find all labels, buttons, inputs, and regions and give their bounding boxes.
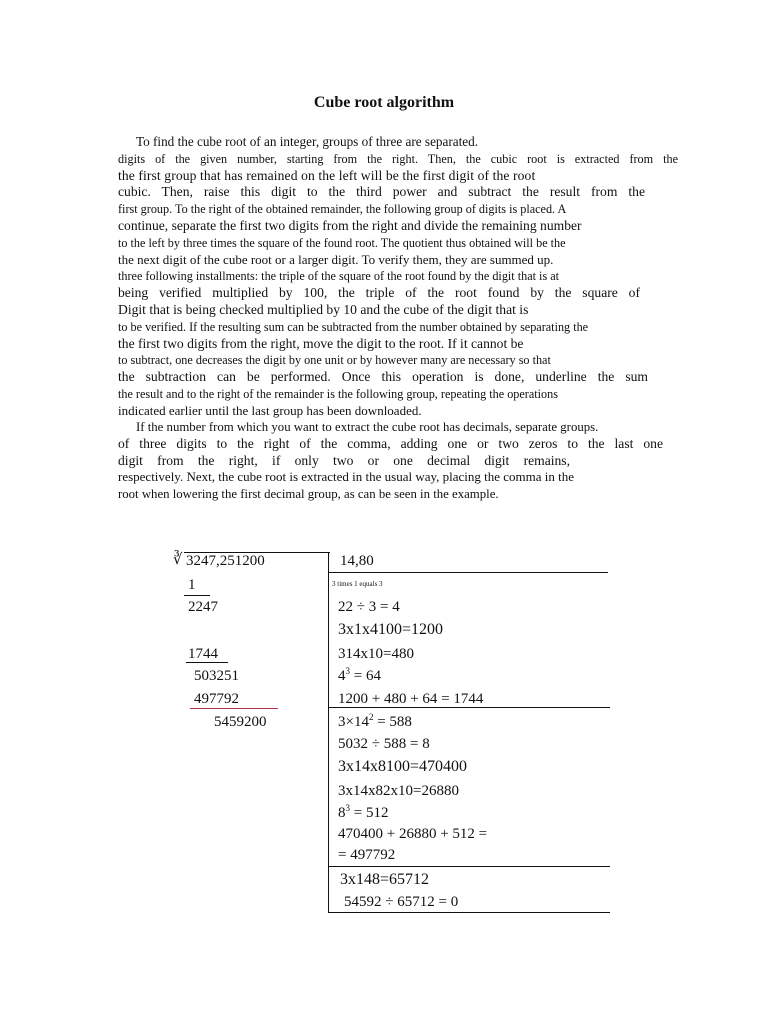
right-step: 314x10=480: [338, 646, 414, 662]
text-line: the result and to the right of the remainder is the following group, repeating the operations: [118, 386, 558, 401]
block-divider: [328, 707, 610, 708]
text-line: cubic. Then, raise this digit to the third power and subtract the result from the: [118, 184, 645, 200]
text-line: to the left by three times the square of the found root. The quotient thus obtained will be the: [118, 235, 566, 250]
text-line: to be verified. If the resulting sum can be subtracted from the number obtained by separating the: [118, 319, 589, 334]
root-result: 14,80: [340, 553, 374, 569]
left-step: 503251: [194, 668, 239, 684]
radicand: 3247,251200: [186, 553, 265, 569]
right-step: $8^3 = 512$: [338, 803, 389, 821]
text-line: indicated earlier until the last group has been downloaded.: [118, 402, 422, 418]
left-step: 5459200: [214, 714, 267, 730]
right-step: 3x148=65712: [340, 871, 430, 888]
text-line: digit from the right, if only two or one decimal digit remains,: [118, 452, 570, 468]
cube-root-symbol: ∛: [173, 552, 183, 568]
text-line: being verified multiplied by 100, the triple of the root found by the square of: [118, 285, 640, 301]
text-line: of three digits to the right of the comma, adding one or two zeros to the last one: [118, 435, 663, 451]
subtraction-line: [186, 662, 228, 663]
right-step: 3x1x4100=1200: [338, 621, 444, 638]
right-step: = 497792: [338, 847, 396, 863]
text-line: the first two digits from the right, move the digit to the root. If it cannot be: [118, 335, 524, 351]
text-line: respectively. Next, the cube root is extracted in the usual way, placing the comma in the: [118, 469, 575, 485]
text-line: three following installments: the triple of the square of the root found by the digit that is at: [118, 269, 560, 284]
text-line: digits of the given number, starting from the right. Then, the cubic root is extracted from the: [118, 151, 678, 166]
subtraction-line: [190, 708, 278, 709]
text-line: first group. To the right of the obtained remainder, the following group of digits is placed. A: [118, 202, 567, 217]
right-step: $4^3 = 64$: [338, 666, 381, 684]
text-line: to subtract, one decreases the digit by one unit or by however many are necessary so that: [118, 353, 551, 368]
right-step: $3\times 14^2 = 588$: [338, 712, 412, 730]
text-line: Digit that is being checked multiplied by 10 and the cube of the digit that is: [118, 301, 529, 317]
right-step: 3x14x82x10=26880: [338, 783, 459, 799]
right-step: 5032 ÷ 588 = 8: [338, 736, 430, 752]
left-step: 1744: [188, 646, 218, 662]
block-divider: [328, 866, 610, 867]
text-line: the first group that has remained on the left will be the first digit of the root: [118, 167, 536, 183]
text-line: continue, separate the first two digits from the right and divide the remaining number: [118, 217, 582, 233]
text-line: If the number from which you want to extract the cube root has decimals, separate groups.: [136, 420, 599, 434]
right-step: 54592 ÷ 65712 = 0: [344, 894, 459, 910]
radical-bar: [184, 552, 330, 553]
text-line: the next digit of the cube root or a larger digit. To verify them, they are summed up.: [118, 251, 554, 267]
right-step: 1200 + 480 + 64 = 1744: [338, 691, 484, 707]
note: 3 times 1 equals 3: [332, 580, 383, 588]
right-step: 22 ÷ 3 = 4: [338, 599, 400, 615]
left-step: 2247: [188, 599, 218, 615]
left-step: 1: [188, 577, 196, 593]
left-step: 497792: [194, 691, 239, 707]
root-underline: [328, 572, 608, 573]
vertical-divider: [328, 552, 329, 912]
text-line: the subtraction can be performed. Once this operation is done, underline the sum: [118, 369, 648, 385]
text-line: root when lowering the first decimal group, as can be seen in the example.: [118, 487, 499, 502]
bottom-line: [328, 912, 610, 913]
page-title: Cube root algorithm: [313, 94, 455, 111]
right-step: 3x14x8100=470400: [338, 758, 468, 775]
text-line: To find the cube root of an integer, groups of three are separated.: [136, 134, 479, 149]
right-step: 470400 + 26880 + 512 =: [338, 826, 488, 842]
subtraction-line: [184, 595, 210, 596]
